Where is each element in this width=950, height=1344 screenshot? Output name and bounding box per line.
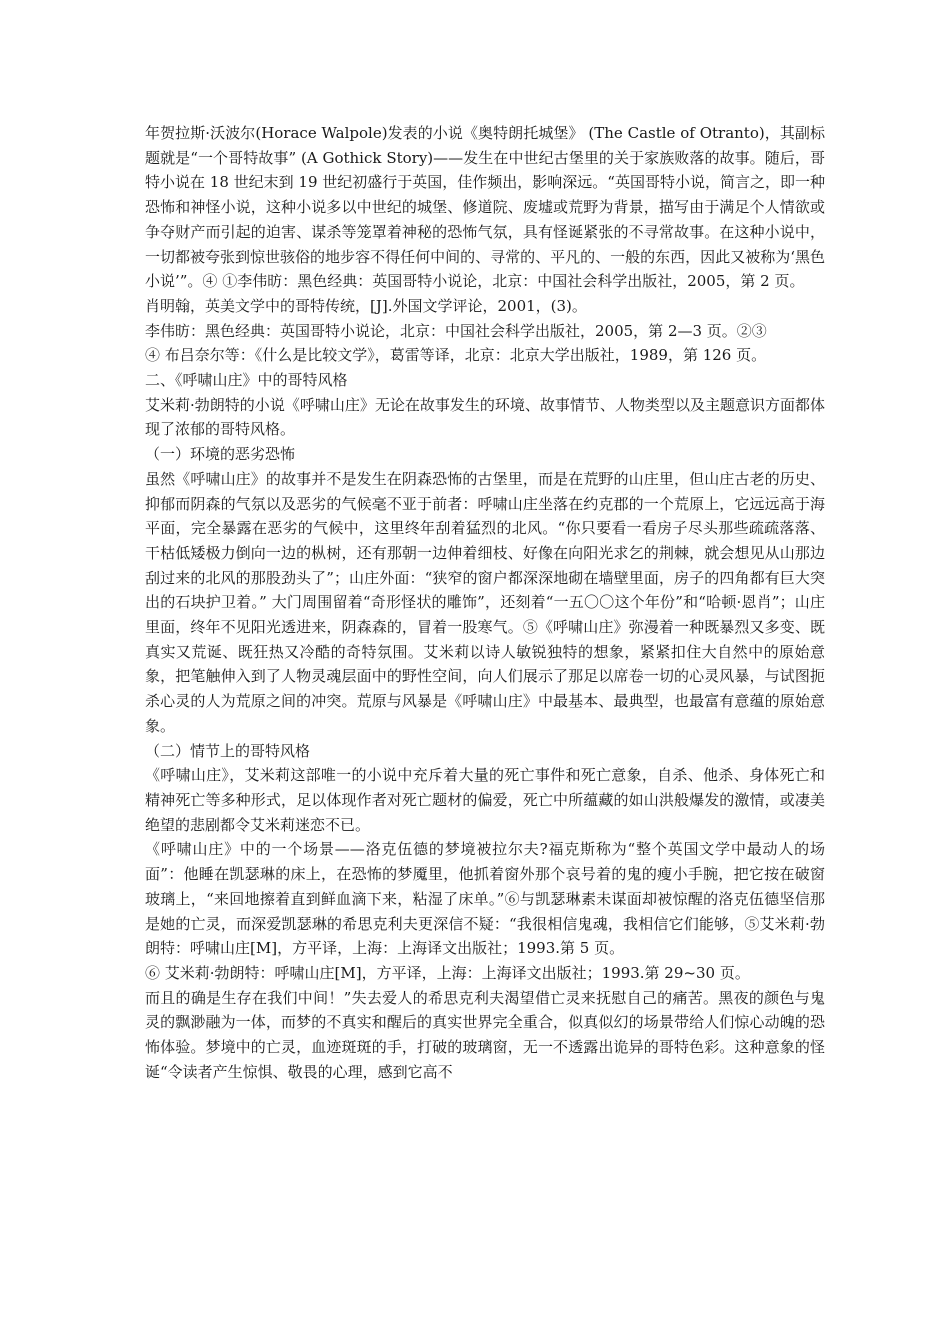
body-paragraph: 虽然《呼啸山庄》的故事并不是发生在阴森恐怖的古堡里，而是在荒野的山庄里，但山庄古老的历史、抑郁而阴森的气氛以及恶劣的气候毫不亚于前者：呼啸山庄坐落在约克郡的一个荒原上，它远远高于海平面，完全暴露在恶劣的气候中，这里终年刮着猛烈的北风。“你只要看一看房子尽头那些疏疏落落、干枯低矮极力倒向一边的枞树，还有那朝一边伸着细枝、好像在向阳光求乞的荆棘，就会想见从山那边刮过来的北风的那股劲头了”；山庄外面：“狭窄的窗户都深深地砌在墙壁里面，房子的四角都有巨大突出的石块护卫着。” 大门周围留着“奇形怪状的雕饰”，还刻着“一五〇〇这个年份”和“哈顿·恩肖”；山庄里面，终年不见阳光透进来，阴森森的，冒着一股寒气。⑤《呼啸山庄》弥漫着一种既暴烈又多变、既真实又荒诞、既狂热又冷酷的奇特氛围。艾米莉以诗人敏锐独特的想象，紧紧扣住大自然中的原始意象，把笔触伸入到了人物灵魂层面中的野性空间，向人们展示了那足以席卷一切的心灵风暴，与试图扼杀心灵的人为荒原之间的冲突。荒原与风暴是《呼啸山庄》中最基本、最典型，也最富有意蕴的原始意象。 xyxy=(145,469,825,735)
footnote-line: 肖明翰，英美文学中的哥特传统，[J].外国文学评论，2001，(3)。 xyxy=(145,296,587,315)
body-paragraph: 而且的确是生存在我们中间！”失去爱人的希思克利夫渴望借亡灵来抚慰自己的痛苦。黑夜的颜色与鬼灵的飘渺融为一体，而梦的不真实和醒后的真实世界完全重合，似真似幻的场景带给人们惊心动魄的恐怖体验。梦境中的亡灵，血迹斑斑的手，打破的玻璃窗，无一不透露出诡异的哥特色彩。这种意象的怪诞“令读者产生惊惧、敬畏的心理，感到它高不 xyxy=(145,988,825,1081)
document-body xyxy=(145,121,825,1084)
footnote-line: ④ 布吕奈尔等：《什么是比较文学》，葛雷等译，北京：北京大学出版社，1989，第 126 页。 xyxy=(145,346,767,365)
body-paragraph: 艾米莉·勃朗特的小说《呼啸山庄》无论在故事发生的环境、故事情节、人物类型以及主题意识方面都体现了浓郁的哥特风格。 xyxy=(145,395,825,439)
body-paragraph: 《呼啸山庄》中的一个场景——洛克伍德的梦境被拉尔夫?福克斯称为“整个英国文学中最动人的场面”：他睡在凯瑟琳的床上，在恐怖的梦魇里，他抓着窗外那个哀号着的鬼的瘦小手腕，把它按在破窗玻璃上，“来回地擦着直到鲜血滴下来，粘湿了床单。”⑥与凯瑟琳素未谋面却被惊醒的洛克伍德坚信那是她的亡灵，而深爱凯瑟琳的希思克利夫更深信不疑：“我很相信鬼魂，我相信它们能够，⑤艾米莉·勃朗特：呼啸山庄[M]，方平译，上海：上海译文出版社；1993.第 5 页。 xyxy=(145,840,825,958)
subsection-heading: （二）情节上的哥特风格 xyxy=(145,741,311,760)
footnote-line: 李伟昉：黑色经典：英国哥特小说论，北京：中国社会科学出版社，2005，第 2—3 页。②③ xyxy=(145,321,767,340)
footnote-line: ⑥ 艾米莉·勃朗特：呼啸山庄[M]，方平译，上海：上海译文出版社；1993.第 29~30 页。 xyxy=(145,963,750,982)
body-paragraph: 《呼啸山庄》，艾米莉这部唯一的小说中充斥着大量的死亡事件和死亡意象，自杀、他杀、身体死亡和精神死亡等多种形式，足以体现作者对死亡题材的偏爱，死亡中所蕴藏的如山洪般爆发的激情，或凄美绝望的悲剧都令艾米莉迷恋不已。 xyxy=(145,766,825,834)
subsection-heading: （一）环境的恶劣恐怖 xyxy=(145,445,296,464)
intro-paragraph: 年贺拉斯·沃波尔(Horace Walpole)发表的小说《奥特朗托城堡》 (The Castle of Otranto)，其副标题就是“一个哥特故事” (A Gothick Story)——发生在中世纪古堡里的关于家族败落的故事。随后，哥特小说在 18 世纪末到 19 世纪初盛行于英国，佳作频出，影响深远。“英国哥特小说，简言之，即一种恐怖和神怪小说，这种小说多以中世纪的城堡、修道院、废墟或荒野为背景，描写由于满足个人情欲或争夺财产而引起的迫害、谋杀等笼罩着神秘的恐怖气氛，具有怪诞紧张的不寻常故事。在这种小说中，一切都被夸张到惊世骇俗的地步容不得任何中间的、寻常的、平凡的、一般的东西，因此又被称为‘黑色小说’”。④ ①李伟昉：黑色经典：英国哥特小说论，北京：中国社会科学出版社，2005，第 2 页。 xyxy=(145,124,825,291)
section-heading: 二、《呼啸山庄》中的哥特风格 xyxy=(145,371,348,390)
